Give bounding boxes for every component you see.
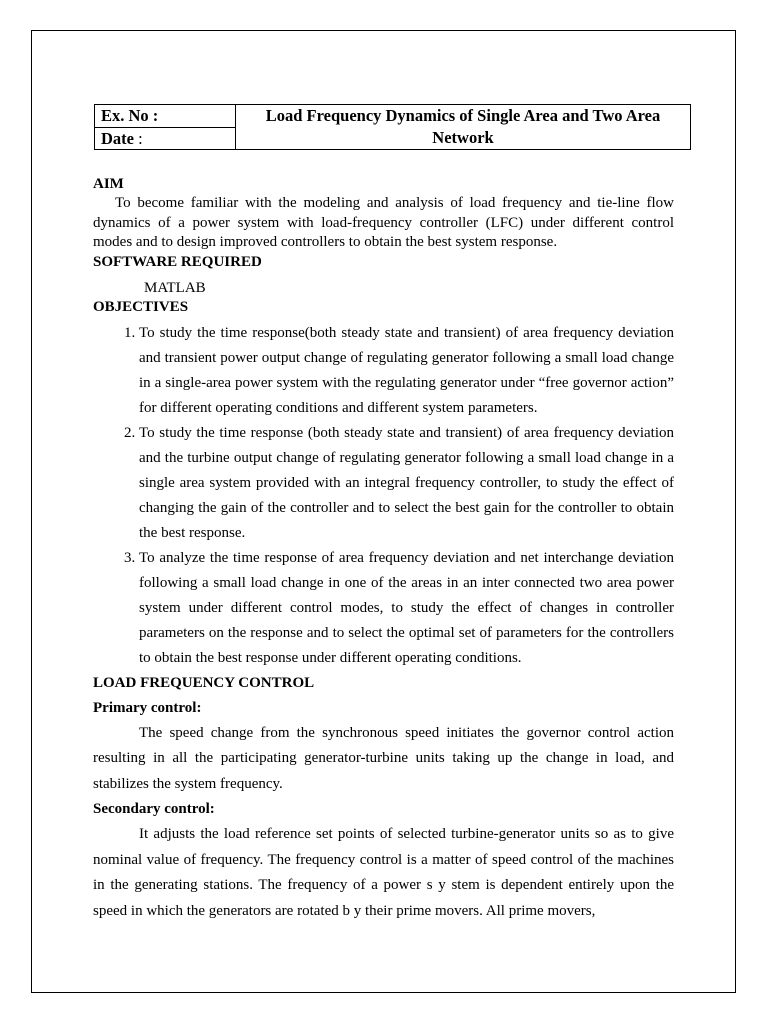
- secondary-control-heading: Secondary control:: [93, 801, 215, 817]
- experiment-title-cell: [236, 105, 691, 150]
- software-heading: SOFTWARE REQUIRED: [93, 253, 262, 270]
- ex-no-label: Ex. No :: [101, 106, 159, 125]
- primary-control-text: The speed change from the synchronous speed initiates the governor control action resulting in all the participating generator-turbine units taking up the change in load, and stabilizes the system frequency.: [93, 724, 674, 792]
- aim-heading: AIM: [93, 176, 124, 192]
- objective-item: 2. To study the time response (both steady state and transient) of area frequency deviation and the turbine output change of regulating generator following a small load change in a single area system provided with an integral frequency controller, to study the effect of changing the gain of the controller and to select the best gain for the controller to obtain the best response.: [139, 421, 674, 546]
- secondary-control-text: It adjusts the load reference set points of selected turbine-generator units so as to give nominal value of frequency. The frequency control is a matter of speed control of the machines in the generating stations. The frequency of a power s y stem is dependent entirely upon the speed in which the generators are rotated b y their prime movers. All prime movers,: [93, 826, 674, 919]
- ex-no-cell: [95, 105, 236, 128]
- primary-control-heading: Primary control:: [93, 699, 202, 716]
- objectives-heading: OBJECTIVES: [93, 298, 189, 315]
- document-content: [93, 104, 674, 924]
- aim-text: To become familiar with the modeling and analysis of load frequency and tie-line flow dynamics of a power system with load-frequency controller (LFC) under different control modes and to design improved controllers to obtain the best system response.: [93, 195, 674, 250]
- lfc-heading: LOAD FREQUENCY CONTROL: [93, 674, 315, 691]
- date-label: Date: [101, 128, 134, 148]
- date-colon: :: [138, 128, 143, 148]
- experiment-title-line2: Network: [432, 128, 494, 147]
- software-value: MATLAB: [144, 279, 206, 296]
- experiment-title-line1: Load Frequency Dynamics of Single Area and Two Area: [265, 106, 661, 125]
- date-cell: [95, 127, 236, 150]
- experiment-header-table: [94, 104, 691, 150]
- objective-item: 1. To study the time response(both steady state and transient) of area frequency deviation and transient power output change of regulating generator following a small load change in a single-area power system with the regulating generator under “free governor action” for different operating conditions and different system parameters.: [139, 321, 674, 421]
- objective-item: 3. To analyze the time response of area frequency deviation and net interchange deviation following a small load change in one of the areas in an inter connected two area power system under different control modes, to study the effect of changes in controller parameters on the response and to select the optimal set of parameters for the controllers to obtain the best response under different operating conditions.: [139, 546, 674, 671]
- objectives-list: [93, 321, 674, 671]
